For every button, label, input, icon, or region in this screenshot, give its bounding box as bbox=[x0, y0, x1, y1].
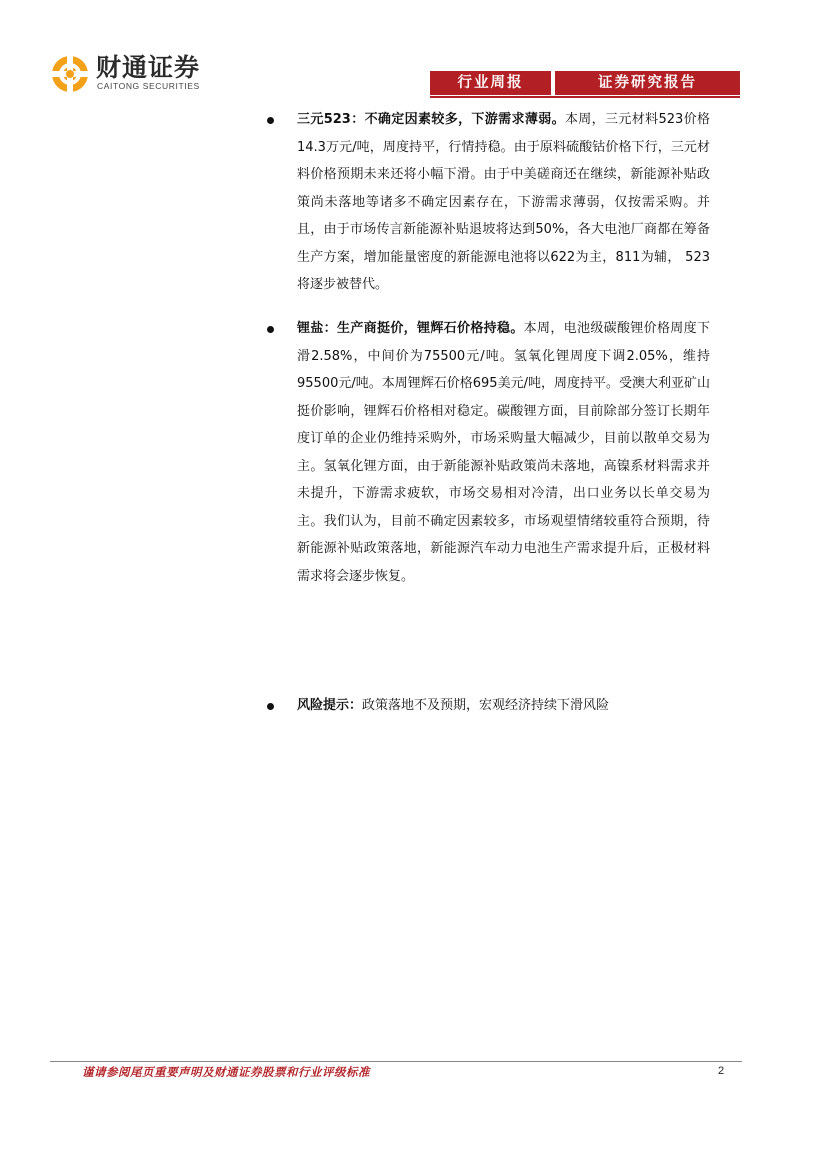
logo-english-name: CAITONG SECURITIES bbox=[97, 81, 200, 91]
company-logo bbox=[50, 54, 250, 94]
footer-divider bbox=[50, 1061, 742, 1062]
caitong-logo-icon bbox=[50, 54, 90, 94]
paragraph-risk-notice bbox=[270, 692, 710, 720]
bullet-icon bbox=[267, 117, 274, 124]
paragraph-heading: 风险提示： bbox=[297, 698, 363, 713]
paragraph-heading: 锂盐：生产商挺价，锂辉石价格持稳。 bbox=[297, 321, 524, 336]
report-type-tag: 行业周报 bbox=[430, 71, 551, 95]
paragraph-body: 政策落地不及预期，宏观经济持续下滑风险 bbox=[362, 698, 610, 713]
paragraph-body: 本周，三元材料523价格14.3万元/吨，周度持平，行情持稳。由于原料硫酸钴价格下行，三元材料价格预期未来还将小幅下滑。由于中美磋商还在继续，新能源补贴政策尚未落地等诸多不确定因素存在，下游需求薄弱，仅按需采购。并且，由于市场传言新能源补贴退坡将达到50%，各大电池厂商都在筹备生产方案，增加能量密度的新能源电池将以622为主，811为辅， 523将逐步被替代。 bbox=[297, 112, 710, 292]
paragraph-heading: 三元523：不确定因素较多，下游需求薄弱。 bbox=[297, 112, 565, 127]
paragraph-lithium-salt bbox=[270, 315, 710, 590]
footer-disclaimer: 谨请参阅尾页重要声明及财通证券股票和行业评级标准 bbox=[82, 1065, 370, 1079]
paragraph-text bbox=[297, 315, 710, 590]
report-category-tag: 证券研究报告 bbox=[555, 71, 740, 95]
paragraph-text bbox=[297, 692, 710, 720]
bullet-icon bbox=[267, 326, 274, 333]
logo-chinese-name: 财通证券 bbox=[96, 53, 201, 82]
header-divider bbox=[430, 96, 740, 98]
paragraph-ternary-523 bbox=[270, 106, 710, 299]
page-number: 2 bbox=[718, 1065, 725, 1077]
paragraph-text bbox=[297, 106, 710, 299]
bullet-icon bbox=[267, 703, 274, 710]
paragraph-body: 本周，电池级碳酸锂价格周度下滑2.58%，中间价为75500元/吨。氢氧化锂周度下调2.05%，维持95500元/吨。本周锂辉石价格695美元/吨，周度持平。受澳大利亚矿山挺价影响，锂辉石价格相对稳定。碳酸锂方面，目前除部分签订长期年度订单的企业仍维持采购外，市场采购量大幅减少，目前以散单交易为主。氢氧化锂方面，由于新能源补贴政策尚未落地，高镍系材料需求并未提升，下游需求疲软，市场交易相对冷清，出口业务以长单交易为主。我们认为，目前不确定因素较多，市场观望情绪较重符合预期，待新能源补贴政策落地，新能源汽车动力电池生产需求提升后，正极材料需求将会逐步恢复。 bbox=[297, 321, 710, 584]
